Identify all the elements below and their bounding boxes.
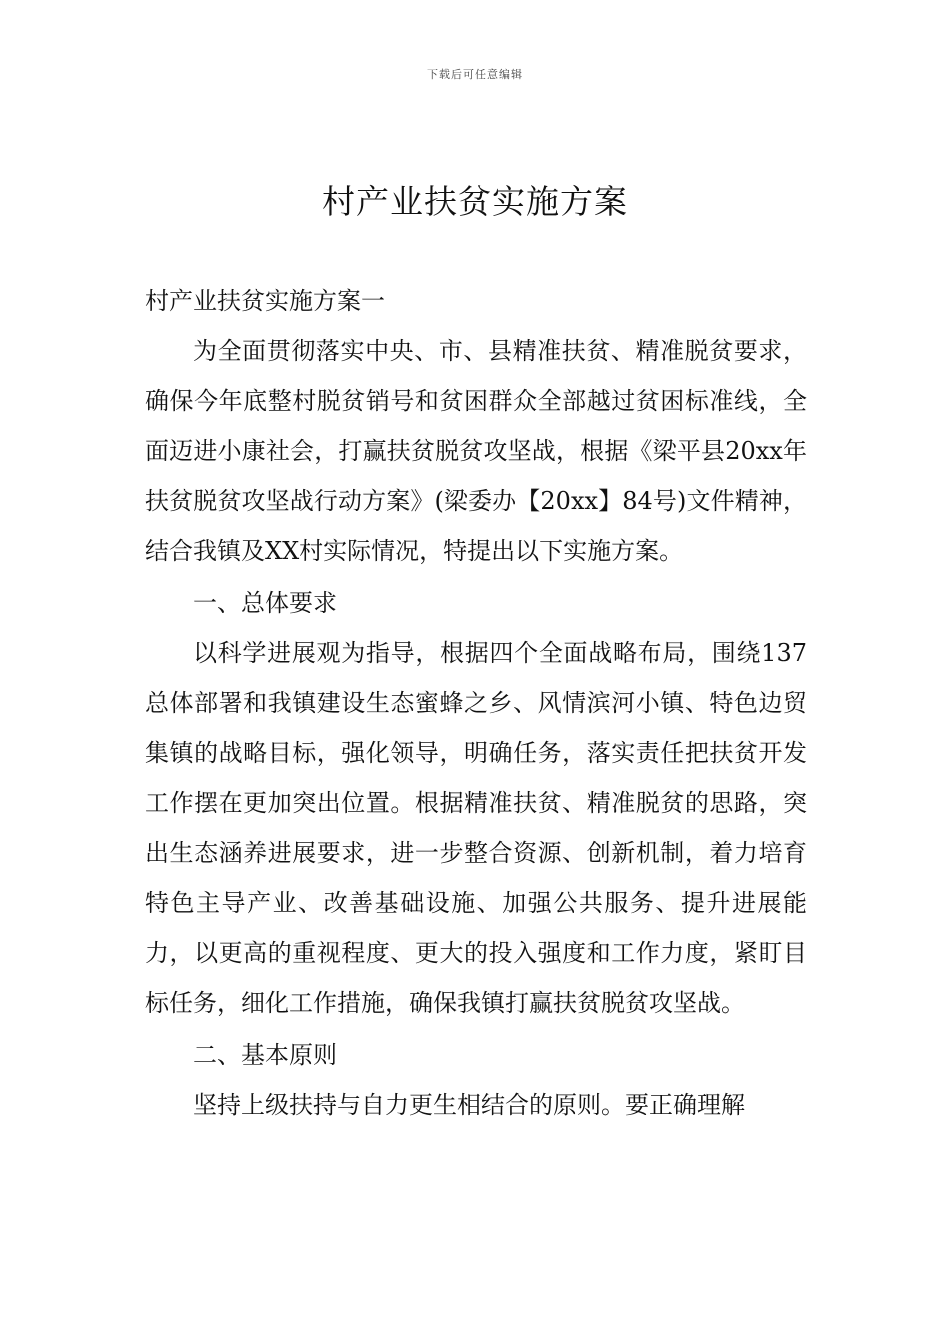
intro-paragraph: 为全面贯彻落实中央、市、县精准扶贫、精准脱贫要求，确保今年底整村脱贫销号和贫困群众全部越过贫困标准线，全面迈进小康社会，打赢扶贫脱贫攻坚战，根据《梁平县20xx年扶贫脱贫攻坚战行动方案》(梁委办【20xx】84号)文件精神，结合我镇及XX村实际情况，特提出以下实施方案。 <box>145 337 807 565</box>
document-title: 村产业扶贫实施方案 <box>322 182 628 221</box>
basic-principles-paragraph: 坚持上级扶持与自力更生相结合的原则。要正确理解 <box>193 1091 745 1119</box>
document-subtitle: 村产业扶贫实施方案一 <box>145 287 385 315</box>
page-header-note: 下载后可任意编辑 <box>427 68 523 81</box>
section-heading-general-requirements: 一、总体要求 <box>193 589 337 617</box>
section-heading-basic-principles: 二、基本原则 <box>193 1041 337 1069</box>
document-body <box>145 276 807 1130</box>
general-requirements-paragraph: 以科学进展观为指导，根据四个全面战略布局，围绕137总体部署和我镇建设生态蜜蜂之乡、风情滨河小镇、特色边贸集镇的战略目标，强化领导，明确任务，落实责任把扶贫开发工作摆在更加突出位置。根据精准扶贫、精准脱贫的思路，突出生态涵养进展要求，进一步整合资源、创新机制，着力培育特色主导产业、改善基础设施、加强公共服务、提升进展能力，以更高的重视程度、更大的投入强度和工作力度，紧盯目标任务，细化工作措施，确保我镇打赢扶贫脱贫攻坚战。 <box>145 639 807 1017</box>
